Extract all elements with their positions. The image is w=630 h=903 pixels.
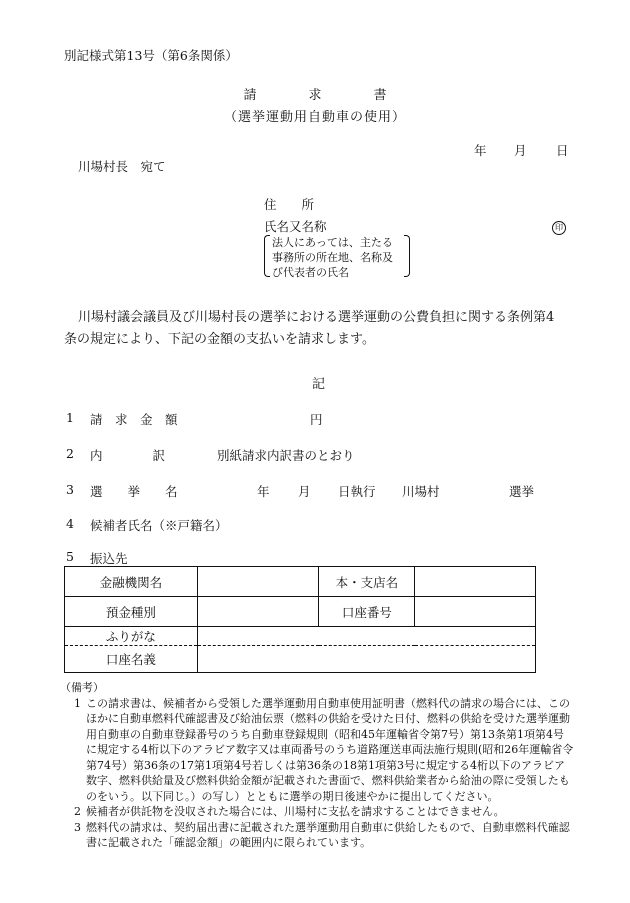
- date-month: 月: [514, 143, 527, 158]
- item1-unit: 円: [310, 412, 323, 427]
- corp-note-line: 法人にあっては、主たる: [272, 236, 393, 249]
- item3-election: 選挙: [509, 484, 535, 499]
- name-label: 氏名又名称: [264, 219, 327, 234]
- addressee: 川場村長 宛て: [78, 159, 166, 174]
- document-title: [0, 84, 630, 103]
- note-text: 燃料代の請求は、契約届出書に記載された選挙運動用自動車に供給したもので、自動車燃料代確認書に記載された「確認金額」の範囲内に限られています。: [86, 820, 570, 849]
- title-char: 請: [243, 88, 257, 103]
- item5-label: 振込先: [90, 551, 128, 566]
- item1-num: 1: [66, 410, 74, 425]
- seal-icon: 印: [552, 221, 566, 235]
- account-number-label: 口座番号: [319, 597, 415, 627]
- date-year: 年: [474, 143, 487, 158]
- body-line-2: 条の規定により、下記の金額の支払いを請求します。: [64, 332, 375, 347]
- deposit-type-value[interactable]: [197, 597, 319, 627]
- account-number-value[interactable]: [415, 597, 536, 627]
- item2-value: 別紙請求内訳書のとおり: [217, 448, 355, 463]
- item3-label: 選 挙 名: [90, 484, 178, 499]
- bank-table: [64, 566, 536, 673]
- notes-heading: （備考）: [60, 681, 104, 694]
- note-item: [64, 696, 574, 805]
- item3-num: 3: [66, 482, 74, 497]
- branch-label: 本・支店名: [319, 567, 415, 597]
- title-char: 求: [308, 88, 322, 103]
- item2-num: 2: [66, 446, 74, 461]
- item3-month: 月: [298, 484, 311, 499]
- deposit-type-label: 預金種別: [65, 597, 198, 627]
- note-text: この請求書は、候補者から受領した選挙運動用自動車使用証明書（燃料代の請求の場合には、このほかに自動車燃料代確認書及び給油伝票（燃料の供給を受けた日付、燃料の供給を受けた選挙運動用自動車の自動車登録番号のうち自動車登録規則（昭和45年運輸省令第7号）第13条第1項第4号に規定する4桁以下のアラビア数字又は車両番号のうち道路運送車両法施行規則(昭和26年運輸省令第74号）第36条の17第1項第4号若しくは第36条の18第1項第3号に規定する4桁以下のアラビア数字、燃料供給量及び燃料供給金額が記載された書面で、燃料供給業者から給油の際に受領したものをいう。以下同じ。）の写し）とともに選挙の期日後速やかに提出してください。: [86, 696, 574, 803]
- note-num: 2: [74, 805, 81, 818]
- seal-mark: [552, 218, 566, 235]
- item4-num: 4: [66, 516, 74, 531]
- bracket-right: [404, 235, 410, 277]
- account-name-value[interactable]: [197, 646, 535, 673]
- note-item: [64, 820, 574, 851]
- notes-section: [60, 680, 574, 851]
- item5-num: 5: [66, 549, 74, 564]
- institution-value[interactable]: [197, 567, 319, 597]
- corporation-note: [264, 234, 410, 278]
- form-number: 別記様式第13号（第6条関係）: [64, 48, 238, 63]
- bracket-left: [264, 235, 270, 277]
- address-label: 住 所: [264, 197, 315, 212]
- corp-note-line: び代表者の氏名: [272, 266, 349, 279]
- note-text: 候補者が供託物を没収された場合には、川場村に支払を請求することはできません。: [86, 805, 505, 818]
- institution-label: 金融機関名: [65, 567, 198, 597]
- note-num: 3: [74, 820, 81, 834]
- item3-village: 川場村: [402, 484, 440, 499]
- account-name-label: 口座名義: [65, 646, 198, 673]
- note-num: 1: [74, 696, 81, 710]
- note-item: [64, 804, 574, 820]
- body-line-1: 川場村議会議員及び川場村長の選挙における選挙運動の公費負担に関する条例第4: [78, 310, 555, 325]
- document-subtitle: （選挙運動用自動車の使用）: [223, 110, 406, 125]
- item4-label: 候補者氏名（※戸籍名）: [90, 518, 228, 533]
- item2-label: 内 訳: [90, 448, 166, 463]
- furigana-value[interactable]: [197, 627, 535, 646]
- item1-label: 請 求 金 額: [90, 412, 178, 427]
- item3-day: 日執行: [338, 484, 376, 499]
- furigana-label: ふりがな: [65, 627, 198, 646]
- corp-note-line: 事務所の所在地、名称及: [272, 251, 393, 264]
- branch-value[interactable]: [415, 567, 536, 597]
- ki-heading: 記: [312, 377, 326, 392]
- item3-year: 年: [257, 484, 270, 499]
- title-char: 書: [373, 88, 387, 103]
- date-day: 日: [556, 143, 569, 158]
